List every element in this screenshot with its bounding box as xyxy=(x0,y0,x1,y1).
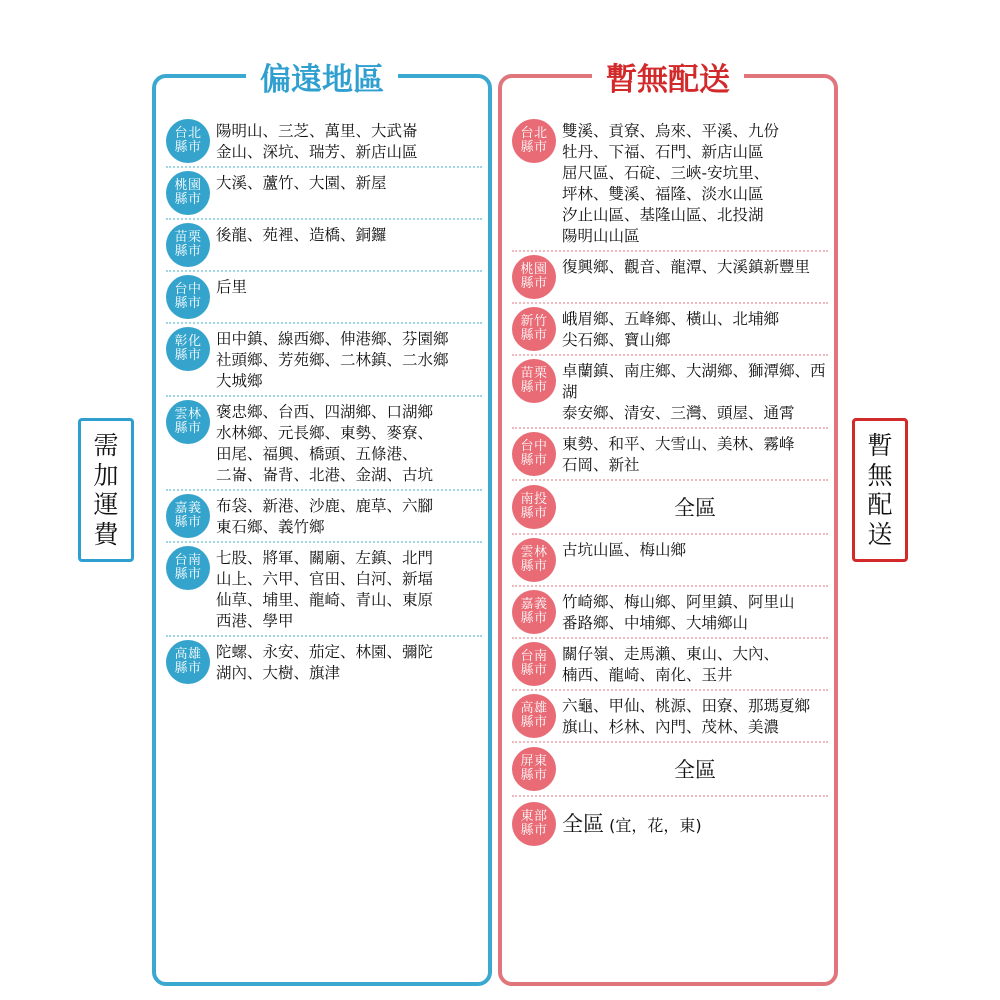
region-district-list: 陀螺、永安、茄定、林園、彌陀 湖內、大樹、旗津 xyxy=(216,643,434,682)
table-row xyxy=(166,220,482,272)
table-row xyxy=(166,272,482,324)
region-badge-line: 台中 xyxy=(174,282,202,297)
region-badge xyxy=(512,802,556,846)
region-badge-line: 縣市 xyxy=(520,663,548,678)
left-side-label-char-0: 需 xyxy=(93,431,119,460)
region-district-list-primary: 全區 xyxy=(562,812,604,836)
remote-area-title: 偏遠地區 xyxy=(246,54,398,99)
table-row xyxy=(512,356,828,429)
region-badge xyxy=(512,694,556,738)
region-district-list: 田中鎮、線西鄉、伸港鄉、芬園鄉 社頭鄉、芳苑鄉、二林鎮、二水鄉 大城鄉 xyxy=(216,330,449,390)
region-badge-line: 縣市 xyxy=(174,348,202,363)
region-badge xyxy=(512,747,556,791)
region-badge xyxy=(166,223,210,267)
region-badge-line: 雲林 xyxy=(174,407,202,422)
region-badge-line: 台南 xyxy=(520,649,548,664)
region-district-list: 褒忠鄉、台西、四湖鄉、口湖鄉 水林鄉、元長鄉、東勢、麥寮、 田尾、福興、橋頭、五條港、 二崙、崙背、北港、金湖、古坑 xyxy=(216,403,434,484)
region-badge-line: 縣市 xyxy=(520,328,548,343)
region-badge xyxy=(166,171,210,215)
region-badge-line: 縣市 xyxy=(520,276,548,291)
region-badge xyxy=(166,546,210,590)
region-badge-line: 縣市 xyxy=(174,244,202,259)
table-row xyxy=(512,481,828,535)
region-badge-line: 縣市 xyxy=(174,140,202,155)
table-row xyxy=(512,639,828,691)
right-side-label-char-1: 無 xyxy=(867,460,893,490)
table-row xyxy=(512,743,828,797)
region-badge xyxy=(512,359,556,403)
region-badge-line: 屏東 xyxy=(520,754,548,769)
region-badge-line: 縣市 xyxy=(520,823,548,838)
region-badge xyxy=(512,485,556,529)
region-badge-line: 縣市 xyxy=(174,192,202,207)
region-badge xyxy=(512,119,556,163)
region-badge-line: 縣市 xyxy=(520,559,548,574)
region-district-list xyxy=(562,800,828,848)
region-badge-line: 台南 xyxy=(174,553,202,568)
region-district-list: 七股、將軍、關廟、左鎮、北門 山上、六甲、官田、白河、新堛 仙草、埔里、龍崎、青山、東原 西港、學甲 xyxy=(216,549,434,630)
region-badge-line: 苗栗 xyxy=(520,366,548,381)
table-row xyxy=(166,543,482,637)
region-district-list: 復興鄉、觀音、龍潭、大溪鎮新豐里 xyxy=(562,258,811,276)
no-delivery-rows xyxy=(502,116,834,976)
region-badge xyxy=(166,327,210,371)
region-badge-line: 縣市 xyxy=(520,611,548,626)
region-badge xyxy=(512,432,556,476)
region-badge-line: 縣市 xyxy=(174,567,202,582)
region-badge-line: 桃園 xyxy=(174,178,202,193)
region-badge-line: 縣市 xyxy=(520,715,548,730)
region-badge-line: 新竹 xyxy=(520,314,548,329)
left-side-label-char-2: 運 xyxy=(93,490,119,519)
table-row xyxy=(166,637,482,687)
region-district-list: 全區 xyxy=(674,496,716,520)
table-row xyxy=(512,116,828,252)
table-row xyxy=(512,304,828,356)
region-badge-line: 縣市 xyxy=(174,421,202,436)
remote-area-panel xyxy=(152,62,492,986)
table-row xyxy=(512,535,828,587)
region-badge-line: 苗栗 xyxy=(174,230,202,245)
region-district-list: 卓蘭鎮、南庄鄉、大湖鄉、獅潭鄉、西湖 泰安鄉、清安、三灣、頭屋、通霄 xyxy=(562,362,826,422)
region-badge xyxy=(166,275,210,319)
region-badge-line: 台中 xyxy=(520,439,548,454)
region-district-list: 古坑山區、梅山鄉 xyxy=(562,541,687,559)
region-badge-line: 嘉義 xyxy=(520,597,548,612)
right-side-label-char-2: 配 xyxy=(867,490,893,519)
region-district-list: 全區 xyxy=(674,758,716,782)
region-district-list: 後龍、苑裡、造橋、銅鑼 xyxy=(216,226,387,244)
region-district-list: 后里 xyxy=(216,278,248,296)
region-badge-line: 台北 xyxy=(174,126,202,141)
right-side-label-char-0: 暫 xyxy=(867,431,893,460)
region-badge-line: 縣市 xyxy=(520,380,548,395)
region-badge-line: 高雄 xyxy=(174,647,202,662)
region-badge-line: 縣市 xyxy=(174,515,202,530)
table-row xyxy=(166,491,482,543)
region-district-list: 陽明山、三芝、萬里、大武崙 金山、深坑、瑞芳、新店山區 xyxy=(216,122,418,161)
region-badge xyxy=(512,590,556,634)
region-district-list: 峨眉鄉、五峰鄉、橫山、北埔鄉 尖石鄉、寶山鄉 xyxy=(562,310,780,349)
right-side-label-char-3: 送 xyxy=(867,519,893,549)
region-district-list: 東勢、和平、大雪山、美林、霧峰 石岡、新社 xyxy=(562,435,795,474)
region-district-list-suffix: (宜，花，東) xyxy=(604,816,702,835)
region-badge-line: 彰化 xyxy=(174,334,202,349)
region-badge-line: 南投 xyxy=(520,492,548,507)
table-row xyxy=(512,797,828,851)
table-row xyxy=(166,324,482,397)
region-district-list: 竹崎鄉、梅山鄉、阿里鎮、阿里山 番路鄉、中埔鄉、大埔鄉山 xyxy=(562,593,795,632)
region-badge xyxy=(512,642,556,686)
table-row xyxy=(512,252,828,304)
table-row xyxy=(512,429,828,481)
region-badge xyxy=(512,538,556,582)
region-badge xyxy=(512,255,556,299)
region-badge xyxy=(166,119,210,163)
region-badge xyxy=(166,400,210,444)
region-badge xyxy=(512,307,556,351)
region-badge-line: 雲林 xyxy=(520,545,548,560)
right-side-label xyxy=(852,418,908,562)
region-badge-line: 縣市 xyxy=(520,453,548,468)
region-district-list: 布袋、新港、沙鹿、鹿草、六腳 東石鄉、義竹鄉 xyxy=(216,497,434,536)
left-side-label-char-1: 加 xyxy=(93,460,119,490)
region-district-list: 雙溪、貢寮、烏來、平溪、九份 牡丹、下福、石門、新店山區 屈尺區、石碇、三峽-安坑里、 坪林、雙溪、福隆、淡水山區 汐止山區、基隆山區、北投湖 陽明山山區 xyxy=(562,122,780,245)
no-delivery-title: 暫無配送 xyxy=(592,54,744,99)
remote-area-rows xyxy=(156,116,488,976)
table-row xyxy=(512,587,828,639)
region-badge-line: 縣市 xyxy=(520,506,548,521)
region-badge-line: 桃園 xyxy=(520,262,548,277)
table-row xyxy=(512,691,828,743)
no-delivery-panel xyxy=(498,62,838,986)
region-district-list: 六龜、甲仙、桃源、田寮、那瑪夏鄉 旗山、杉林、內門、茂林、美濃 xyxy=(562,697,811,736)
region-badge-line: 高雄 xyxy=(520,701,548,716)
region-badge xyxy=(166,494,210,538)
table-row xyxy=(166,168,482,220)
table-row xyxy=(166,116,482,168)
region-district-list: 關仔嶺、走馬瀨、東山、大內、 楠西、龍崎、南化、玉井 xyxy=(562,645,780,684)
region-badge-line: 縣市 xyxy=(520,768,548,783)
region-badge xyxy=(166,640,210,684)
region-badge-line: 嘉義 xyxy=(174,501,202,516)
table-row xyxy=(166,397,482,491)
region-badge-line: 東部 xyxy=(520,809,548,824)
region-district-list: 大溪、蘆竹、大園、新屋 xyxy=(216,174,387,192)
left-side-label-char-3: 費 xyxy=(93,519,119,549)
region-badge-line: 縣市 xyxy=(174,296,202,311)
region-badge-line: 台北 xyxy=(520,126,548,141)
left-side-label xyxy=(78,418,134,562)
region-badge-line: 縣市 xyxy=(174,661,202,676)
region-badge-line: 縣市 xyxy=(520,140,548,155)
